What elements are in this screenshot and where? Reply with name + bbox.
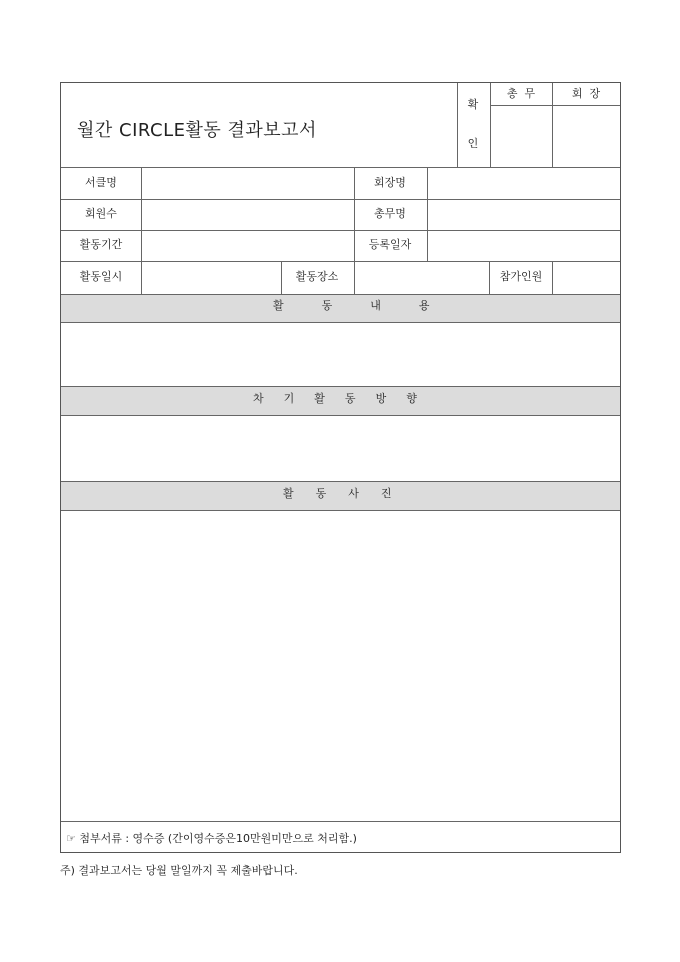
circle-name-label: 서클명 [85, 176, 117, 189]
participants-field[interactable] [553, 261, 620, 293]
participants-label: 참가인원 [499, 270, 543, 283]
registration-date-field[interactable] [427, 230, 620, 260]
attachment-note: ☞ 첨부서류 : 영수증 (간이영수증은10만원미만으로 처리함.) [66, 832, 357, 845]
approval-label: 확 [467, 98, 479, 111]
registration-date-label: 등록일자 [368, 238, 412, 251]
section-char: 활 [314, 392, 325, 405]
circle-name-field[interactable] [141, 167, 353, 198]
section-header-next-direction [253, 393, 417, 404]
section-char: 동 [321, 299, 333, 312]
section-char: 방 [375, 392, 387, 405]
grid-line [61, 481, 620, 482]
section-char: 용 [418, 299, 430, 312]
activity-content-area[interactable] [61, 322, 620, 385]
submission-note: 주) 결과보고서는 당월 말일까지 꼭 제출바랍니다. [60, 864, 298, 877]
grid-line [61, 294, 620, 295]
activity-datetime-field[interactable] [141, 261, 280, 293]
section-char: 사 [348, 487, 359, 500]
section-header-photos [283, 488, 392, 499]
activity-place-label: 활동장소 [295, 270, 339, 283]
member-count-label: 회원수 [85, 207, 117, 220]
grid-line [281, 261, 282, 294]
member-count-field[interactable] [141, 199, 353, 229]
activity-place-field[interactable] [354, 261, 488, 293]
approval-secretary-sign-box[interactable] [491, 106, 552, 166]
section-char: 활 [283, 487, 294, 500]
grid-line [489, 261, 490, 294]
activity-period-label: 활동기간 [79, 238, 123, 251]
approval-president-sign-box[interactable] [553, 106, 620, 166]
grid-line [61, 821, 620, 822]
activity-datetime-label: 활동일시 [79, 270, 123, 283]
section-header-content [273, 300, 430, 311]
section-char: 진 [380, 487, 392, 500]
section-char: 기 [283, 392, 295, 405]
grid-line [61, 386, 620, 387]
approval-label: 인 [467, 137, 479, 150]
activity-period-field[interactable] [141, 230, 353, 260]
section-char: 차 [253, 392, 264, 405]
approval-secretary-header: 총 무 [506, 87, 536, 100]
section-char: 향 [406, 392, 417, 405]
next-direction-area[interactable] [61, 415, 620, 480]
approval-president-header: 회 장 [571, 87, 601, 100]
grid-line [354, 167, 355, 261]
section-char: 활 [273, 299, 284, 312]
section-char: 동 [315, 487, 327, 500]
activity-photos-area[interactable] [61, 510, 620, 820]
approval-divider [457, 83, 458, 167]
secretary-name-label: 총무명 [374, 207, 406, 220]
secretary-name-field[interactable] [427, 199, 620, 229]
page-title: 월간 CIRCLE활동 결과보고서 [77, 120, 317, 141]
president-name-field[interactable] [427, 167, 620, 198]
section-char: 동 [344, 392, 356, 405]
president-name-label: 회장명 [374, 176, 406, 189]
section-char: 내 [370, 299, 381, 312]
